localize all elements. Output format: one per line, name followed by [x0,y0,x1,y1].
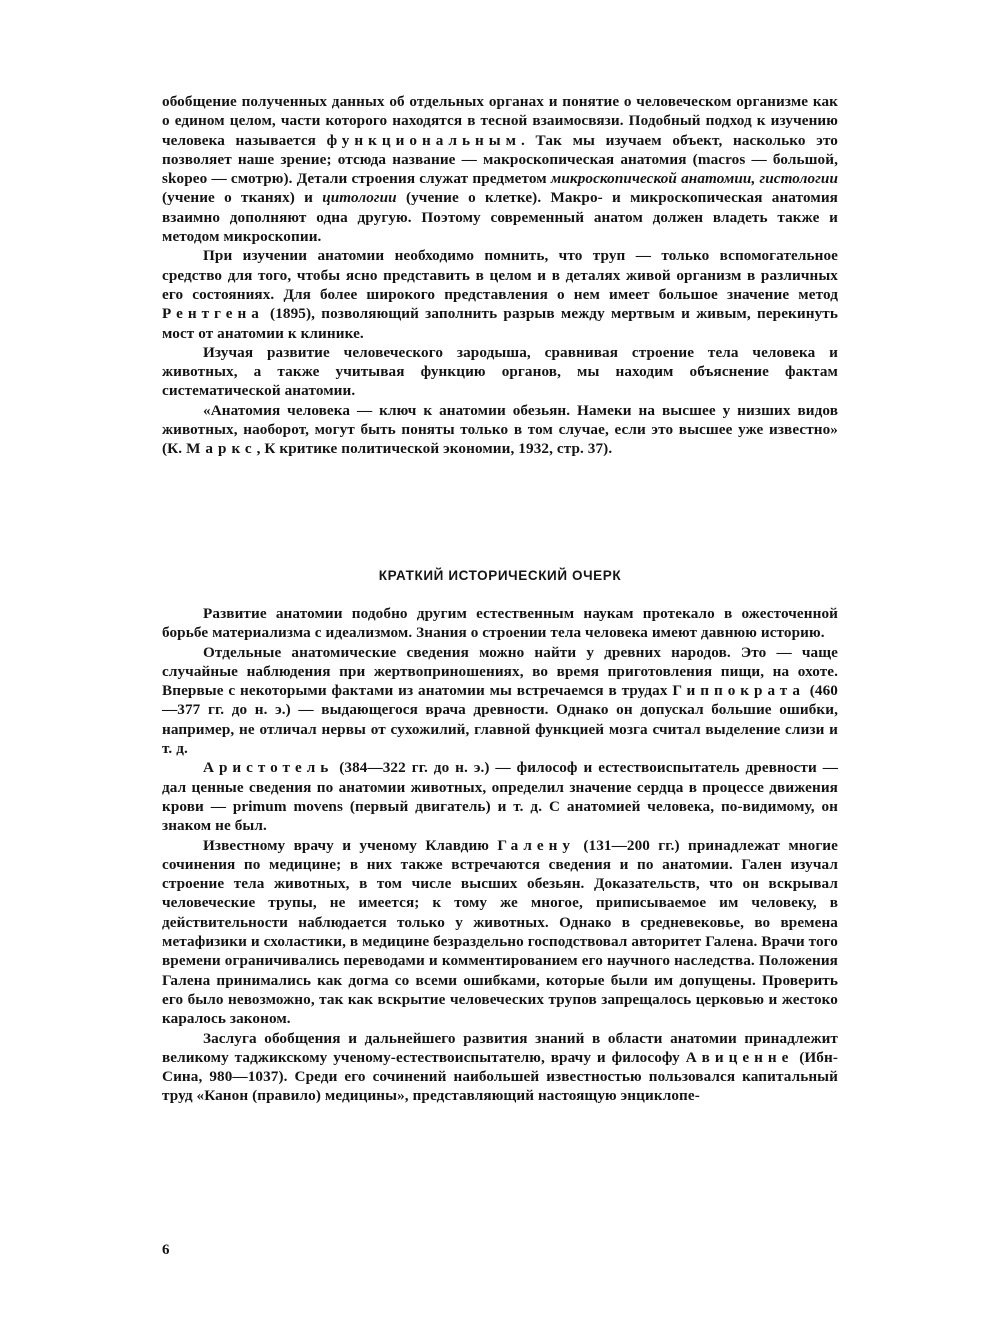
paragraph-hippocrates [162,643,838,759]
paragraph-development: Развитие анатомии подобно другим естественным наукам протекало в ожесточенной борьбе материализма с идеализмом. Знания о строении тела человека имеют давнюю историю. [162,605,838,642]
spaced-name-roentgen: Рентгена [162,305,264,323]
spaced-name-aristotle: Аристотель [203,759,334,777]
text-run: Известному врачу и ученому Клавдию [203,836,498,854]
text-run: (460—377 гг. до н. э.) — выдающегося врача древности. Однако он допускал большие ошибки, например, не отличал нервы от сухожилий, главной функцией мозга считал выделение слизи и т. д. [162,682,838,758]
text-run: При изучении анатомии необходимо помнить, что труп — только вспомогательное средство для того, чтобы ясно представить в целом и в деталях живой организм в различных его состояниях. Для более широкого представления о нем имеет большое значение метод [162,247,838,303]
spaced-name-galen: Галену [497,836,576,854]
paragraph-embryo: Изучая развитие человеческого зародыша, сравнивая строение тела человека и животных, а также учитывая функцию органов, мы находим объяснение фактам систематической анатомии. [162,343,838,400]
history-text-block [162,604,838,1106]
text-run: (Ибн-Сина, 980—1037). Среди его сочинений наибольшей известностью пользовался капитальный труд «Канон (правило) медицины», представляющий настоящую энциклопе- [162,1048,838,1105]
intro-text-block [162,92,838,459]
text-run: (1895), позволяющий заполнить разрыв между мертвым и живым, перекинуть мост от анатомии к клинике. [162,305,838,342]
paragraph-avicenna [162,1029,838,1106]
text-run: , К критике политической экономии, 1932, стр. 37). [256,440,613,458]
text-run: . Так мы изучаем объект, насколько это позволяет наше зрение; отсюда название — макроскопическая анатомия (macros — большой, skopeo — смотрю). Детали строения служат предметом [162,131,839,188]
text-run: Заслуга обобщения и дальнейшего развития знаний в области анатомии принадлежит великому таджикскому ученому-естествоиспытателю, врачу и философу [162,1029,838,1066]
text-run: (131—200 гг.) принадлежат многие сочинения по медицине; в них также встречаются сведения и по анатомии. Гален изучал строение тела животных, в том числе высших обезьян. Доказательств, что он вскрывал человеческие трупы, не имеется; к тому же многое, приписываемое им человеку, в действительности наблюдается только у животных. Однако в средневековье, во времена метафизики и схоластики, в медицине безраздельно господствовал авторитет Галена. Врачи того времени ограничивались переводами и комментированием его научного наследства. Положения Галена принимались как догма со всеми ошибками, которые были им допущены. Проверить его было невозможно, так как вскрытие человеческих трупов запрещалось церковью и жестоко каралось законом. [162,836,839,1028]
spaced-term-functional: функциональным [326,131,521,149]
page-number: 6 [162,1242,170,1258]
text-run: обобщение полученных данных об отдельных органах и понятие о человеческом организме как о едином целом, части которого находятся в тесной взаимосвязи. Подобный подход к изучению человека называется [162,93,838,149]
paragraph-functional-approach [162,92,838,246]
italic-term-microscopic-anatomy: микроскопической анатомии, гистологии [550,170,839,188]
italic-term-cytology: цитологии [322,189,397,207]
paragraph-marx-quote [162,401,838,459]
spaced-name-hippocrates: Гиппократа [672,682,805,700]
text-run: (учение о тканях) и [162,189,323,207]
spaced-name-avicenna: Авиценне [685,1048,794,1066]
text-run: (учение о клетке). Макро- и микроскопическая анатомия взаимно дополняют одна другую. Поэтому современный анатом должен владеть также и методом микроскопии. [162,189,838,246]
paragraph-aristotle [162,758,838,835]
paragraph-roentgen [162,246,838,342]
paragraph-galen [162,836,838,1029]
section-heading: КРАТКИЙ ИСТОРИЧЕСКИЙ ОЧЕРК [378,568,622,583]
text-run: «Анатомия человека — ключ к анатомии обезьян. Намеки на высшее у низших видов животных, наоборот, могут быть поняты только в том случае, если это высшее уже известно» (К. [162,401,838,458]
spaced-name-marx: Маркс [186,440,257,458]
text-run: Отдельные анатомические сведения можно найти у древних народов. Это — чаще случайные наблюдения при жертвоприношениях, во время приготовления пищи, на охоте. Впервые с некоторыми фактами из анатомии мы встречаемся в трудах [162,643,838,700]
text-run: (384—322 гг. до н. э.) — философ и естествоиспытатель древности — дал ценные сведения по анатомии животных, определил значение сердца в процессе движения крови — primum movens (первый двигатель) и т. д. С анатомией человека, по-видимому, он знаком не был. [162,759,838,835]
